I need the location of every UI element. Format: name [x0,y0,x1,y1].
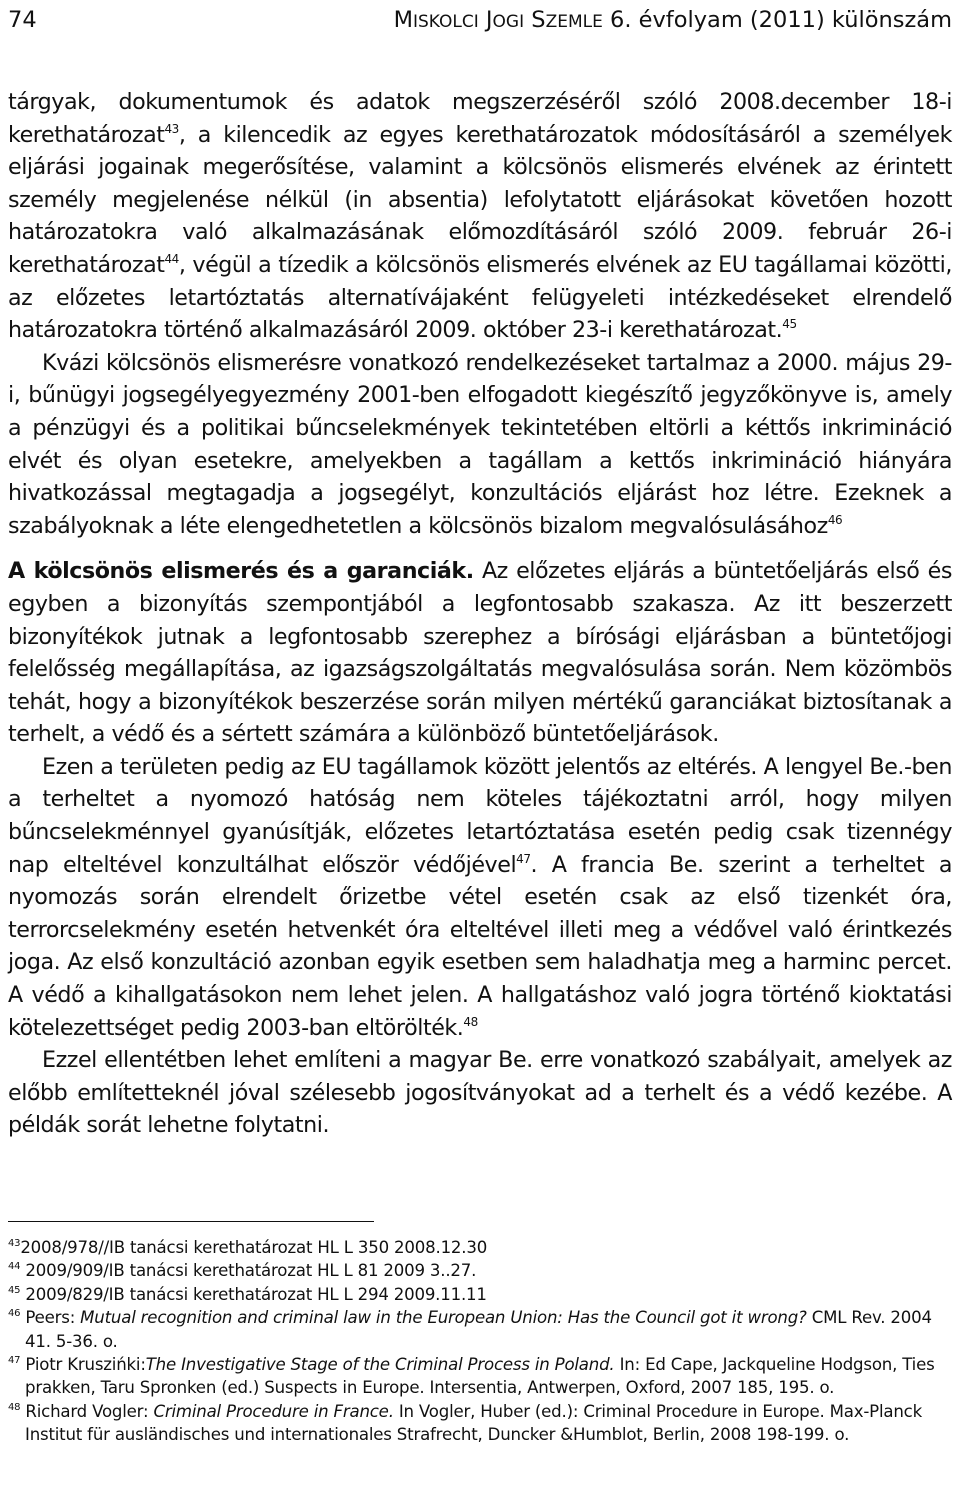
footnote-ref-48: 48 [463,1014,478,1029]
page-header [8,2,952,38]
footnote-44 [8,1259,952,1282]
journal-title-iskolci: ISKOLCI [412,12,479,32]
footnote-text: 2009/829/IB tanácsi kerethatározat HL L 294 2009.11.11 [20,1284,487,1304]
footnote-number: 47 [8,1355,21,1367]
cited-title: The Investigative Stage of the Criminal Process in Poland. [145,1355,615,1375]
paragraph-5: Ezzel ellentétben lehet említeni a magyar Be. erre vonatkozó szabályait, amelyek az előbb említetteknél jóval szélesebb jogosítványokat ad a terhelt és a védő kezébe. A példák sorát lehetne folytatni. [8,1047,952,1139]
paragraph-4-text-a: Ezen a területen pedig az EU tagállamok között jelentős az eltérés. A lengyel Be.-ben a terheltet a nyomozó hatóság nem köteles tájékoztatni arról, hogy milyen bűncselekménnyel gyanúsítják, előzetes letartóztatása esetén pedig csak tizennégy nap elteltével konzultálhat először védőjével [8,753,952,878]
cited-title: Criminal Procedure in France. [153,1401,394,1421]
footnote-text: CML Rev. 2004 41. 5-36. o. [25,1308,932,1351]
running-head [394,2,952,40]
footnote-number: 44 [8,1261,21,1273]
journal-title-J: J [485,7,493,33]
page-number: 74 [8,7,37,33]
paragraph-1-text-b: , a kilencedik az egyes kerethatározatok módosításáról a személyek eljárási jogainak megerősítése, valamint a kölcsönös elismerés elvének az érintett személy megjelenése nélkül (in absentia) lefolytatott eljárásokat követően hozott határozatokra való alkalmazásának előmozdításáról szóló 2009. február 26-i kerethatározat [8,121,952,278]
footnote-ref-44: 44 [164,251,179,266]
journal-title-M: M [393,7,413,33]
footnote-ref-43: 43 [164,121,179,136]
journal-title-ogi: OGI [492,12,525,32]
footnote-text: 2009/909/IB tanácsi kerethatározat HL L 81 2009 3..27. [20,1261,477,1281]
footnotes [8,1236,952,1447]
journal-title-S: S [531,7,546,33]
footnote-number: 46 [8,1308,21,1320]
paragraph-1 [8,86,952,347]
footnote-43 [8,1236,952,1259]
footnote-45 [8,1283,952,1306]
footnote-47 [8,1353,952,1400]
paragraph-4 [8,751,952,1044]
footnote-number: 43 [8,1238,21,1249]
footnote-number: 48 [8,1401,21,1413]
footnote-text: Piotr Kruszińki: [20,1355,146,1375]
footnote-number: 45 [8,1284,21,1296]
paragraph-3 [8,555,952,751]
section-heading: A kölcsönös elismerés és a garanciák. [8,558,474,585]
paragraph-4-text-b: . A francia Be. szerint a terheltet a nyomozás során elrendelt őrizetbe vétel esetén csak az első tizenkét óra, terrorcselekmény esetén hetvenkét óra elteltével illeti meg a védővel való érintkezés joga. Az első konzultáció azonban egyik esetben sem haladhatja meg a harminc percet. A védő a kihallgatásokon nem lehet jelen. A hallgatáshoz való jogra történő kioktatási kötelezettséget pedig 2003-ban eltörölték. [8,851,952,1041]
journal-title-zemle: ZEMLE [545,12,603,32]
paragraph-2 [8,347,952,543]
footnote-text: In: Ed Cape, Jackqueline Hodgson, Ties prakken, Taru Spronken (ed.) Suspects in Europe. Intersentia, Antwerpen, Oxford, 2007 185, 195. o. [25,1355,935,1398]
paragraph-2-text: Kvázi kölcsönös elismerésre vonatkozó rendelkezéseket tartalmaz a 2000. május 29-i, bűnügyi jogsegélyegyezmény 2001-ben elfogadott kiegészítő jegyzőkönyve is, amely a pénzügyi és a politikai bűncselekmények tekintetében eltörli a kéttős inkrimináció elvét és olyan esetekre, amelyekben a tagállam a kettős inkrimináció hiányára hivatkozással megtagadja a jogsegélyt, konzultációs eljárást hoz létre. Ezeknek a szabályoknak a léte elengedhetetlen a kölcsönös bizalom megvalósulásához [8,349,952,539]
footnote-text: 2008/978//IB tanácsi kerethatározat HL L 350 2008.12.30 [20,1238,488,1257]
issue-info: 6. évfolyam (2011) különszám [610,7,952,33]
footnote-ref-45: 45 [782,317,797,332]
paragraph-1-text-a: tárgyak, dokumentumok és adatok megszerzéséről szóló 2008.december 18-i kerethatározat [8,89,952,148]
footnote-text: Richard Vogler: [20,1401,154,1421]
footnote-text: Peers: [20,1308,81,1328]
footnote-46 [8,1306,952,1353]
paragraph-1-text-c: , végül a tízedik a kölcsönös elismerés elvének az EU tagállamai közötti, az előzetes letartóztatás alternatívájaként felügyeleti intézkedéseket elrendelő határozatokra történő alkalmazásáról 2009. október 23-i kerethatározat. [8,251,952,344]
footnote-ref-47: 47 [516,851,531,866]
footnote-ref-46: 46 [827,512,843,527]
main-text [8,86,952,1142]
paragraph-3-text: Az előzetes eljárás a büntetőeljárás első és egyben a bizonyítás szempontjából a legfontosabb szakasza. Az itt beszerzett bizonyítékok jutnak a legfontosabb szerephez a bírósági eljárásban a büntetőjogi felelősség megállapítása, az igazságszolgáltatás megvalósulása során. Nem közömbös tehát, hogy a bizonyítékok beszerzése során milyen mértékű garanciákat biztosítanak a terhelt, a védő és a sértett számára a különböző büntetőeljárások. [8,558,952,748]
footnote-48 [8,1400,952,1447]
footnote-separator [8,1221,374,1222]
footnote-text: In Vogler, Huber (ed.): Criminal Procedure in Europe. Max-Planck Institut für ausländisches und internationales Strafrecht, Duncker &Humblot, Berlin, 2008 198-199. o. [25,1401,922,1445]
cited-title: Mutual recognition and criminal law in the European Union: Has the Council got it wrong? [80,1308,807,1328]
